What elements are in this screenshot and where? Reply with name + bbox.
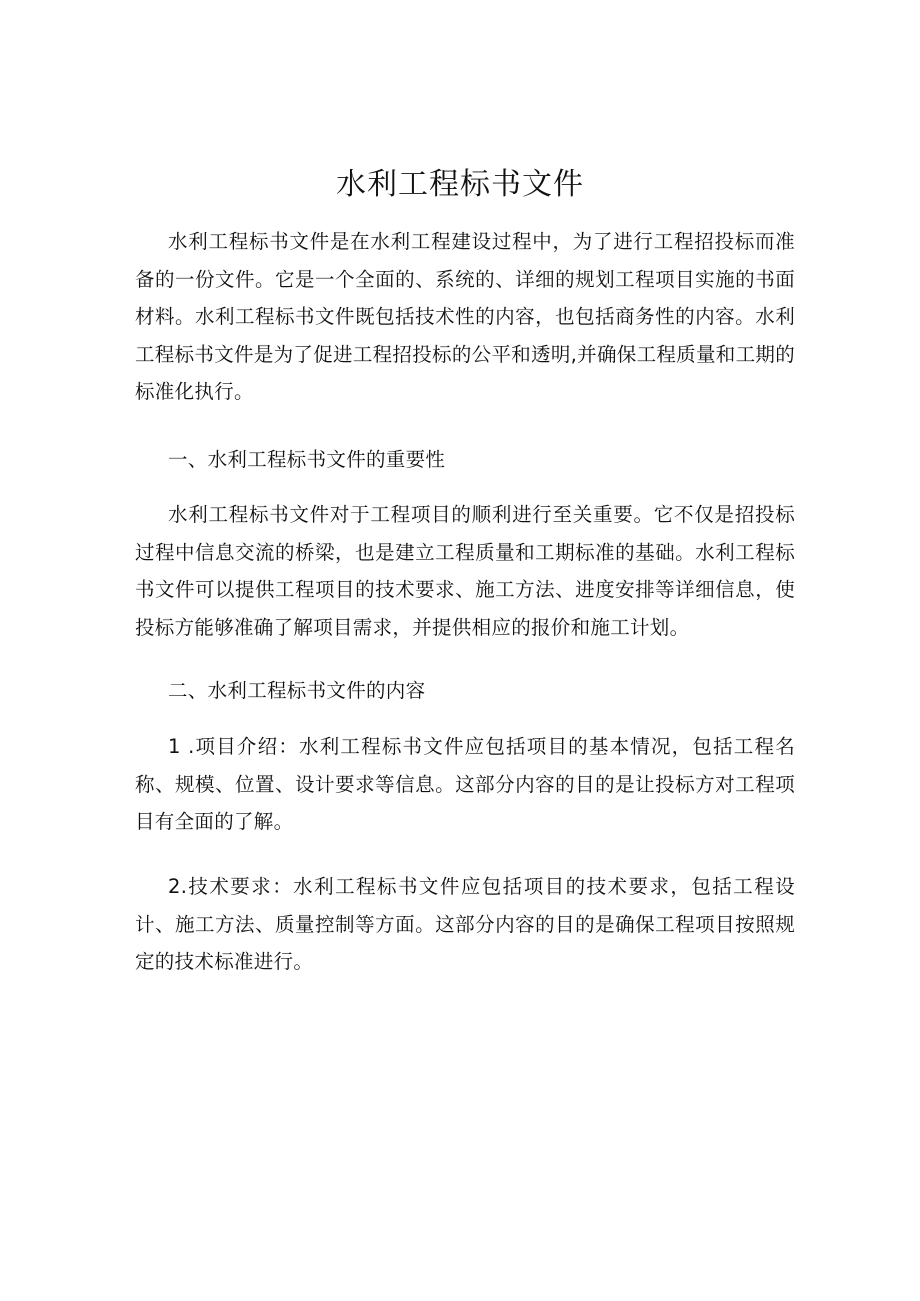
intro-paragraph: 水利工程标书文件是在水利工程建设过程中，为了进行工程招投标而准备的一份文件。它是一个全面的、系统的、详细的规划工程项目实施的书面材料。水利工程标书文件既包括技术性的内容，也包括商务性的内容。水利工程标书文件是为了促进工程招投标的公平和透明,并确保工程质量和工期的标准化执行。 xyxy=(135,230,795,404)
importance-paragraph: 水利工程标书文件对于工程项目的顺利进行至关重要。它不仅是招投标过程中信息交流的桥梁，也是建立工程质量和工期标准的基础。水利工程标书文件可以提供工程项目的技术要求、施工方法、进度安排等详细信息，使投标方能够准确了解项目需求，并提供相应的报价和施工计划。 xyxy=(135,503,795,639)
section-heading-importance: 一、水利工程标书文件的重要性 xyxy=(168,448,446,471)
document-title: 水利工程标书文件 xyxy=(336,167,584,202)
content-item-project-intro: 1 .项目介绍：水利工程标书文件应包括项目的基本情况，包括工程名称、规模、位置、设计要求等信息。这部分内容的目的是让投标方对工程项目有全面的了解。 xyxy=(135,735,795,834)
content-item-technical-requirements: 2.技术要求：水利工程标书文件应包括项目的技术要求，包括工程设计、施工方法、质量控制等方面。这部分内容的目的是确保工程项目按照规定的技术标准进行。 xyxy=(135,875,795,974)
section-heading-content: 二、水利工程标书文件的内容 xyxy=(168,679,426,702)
